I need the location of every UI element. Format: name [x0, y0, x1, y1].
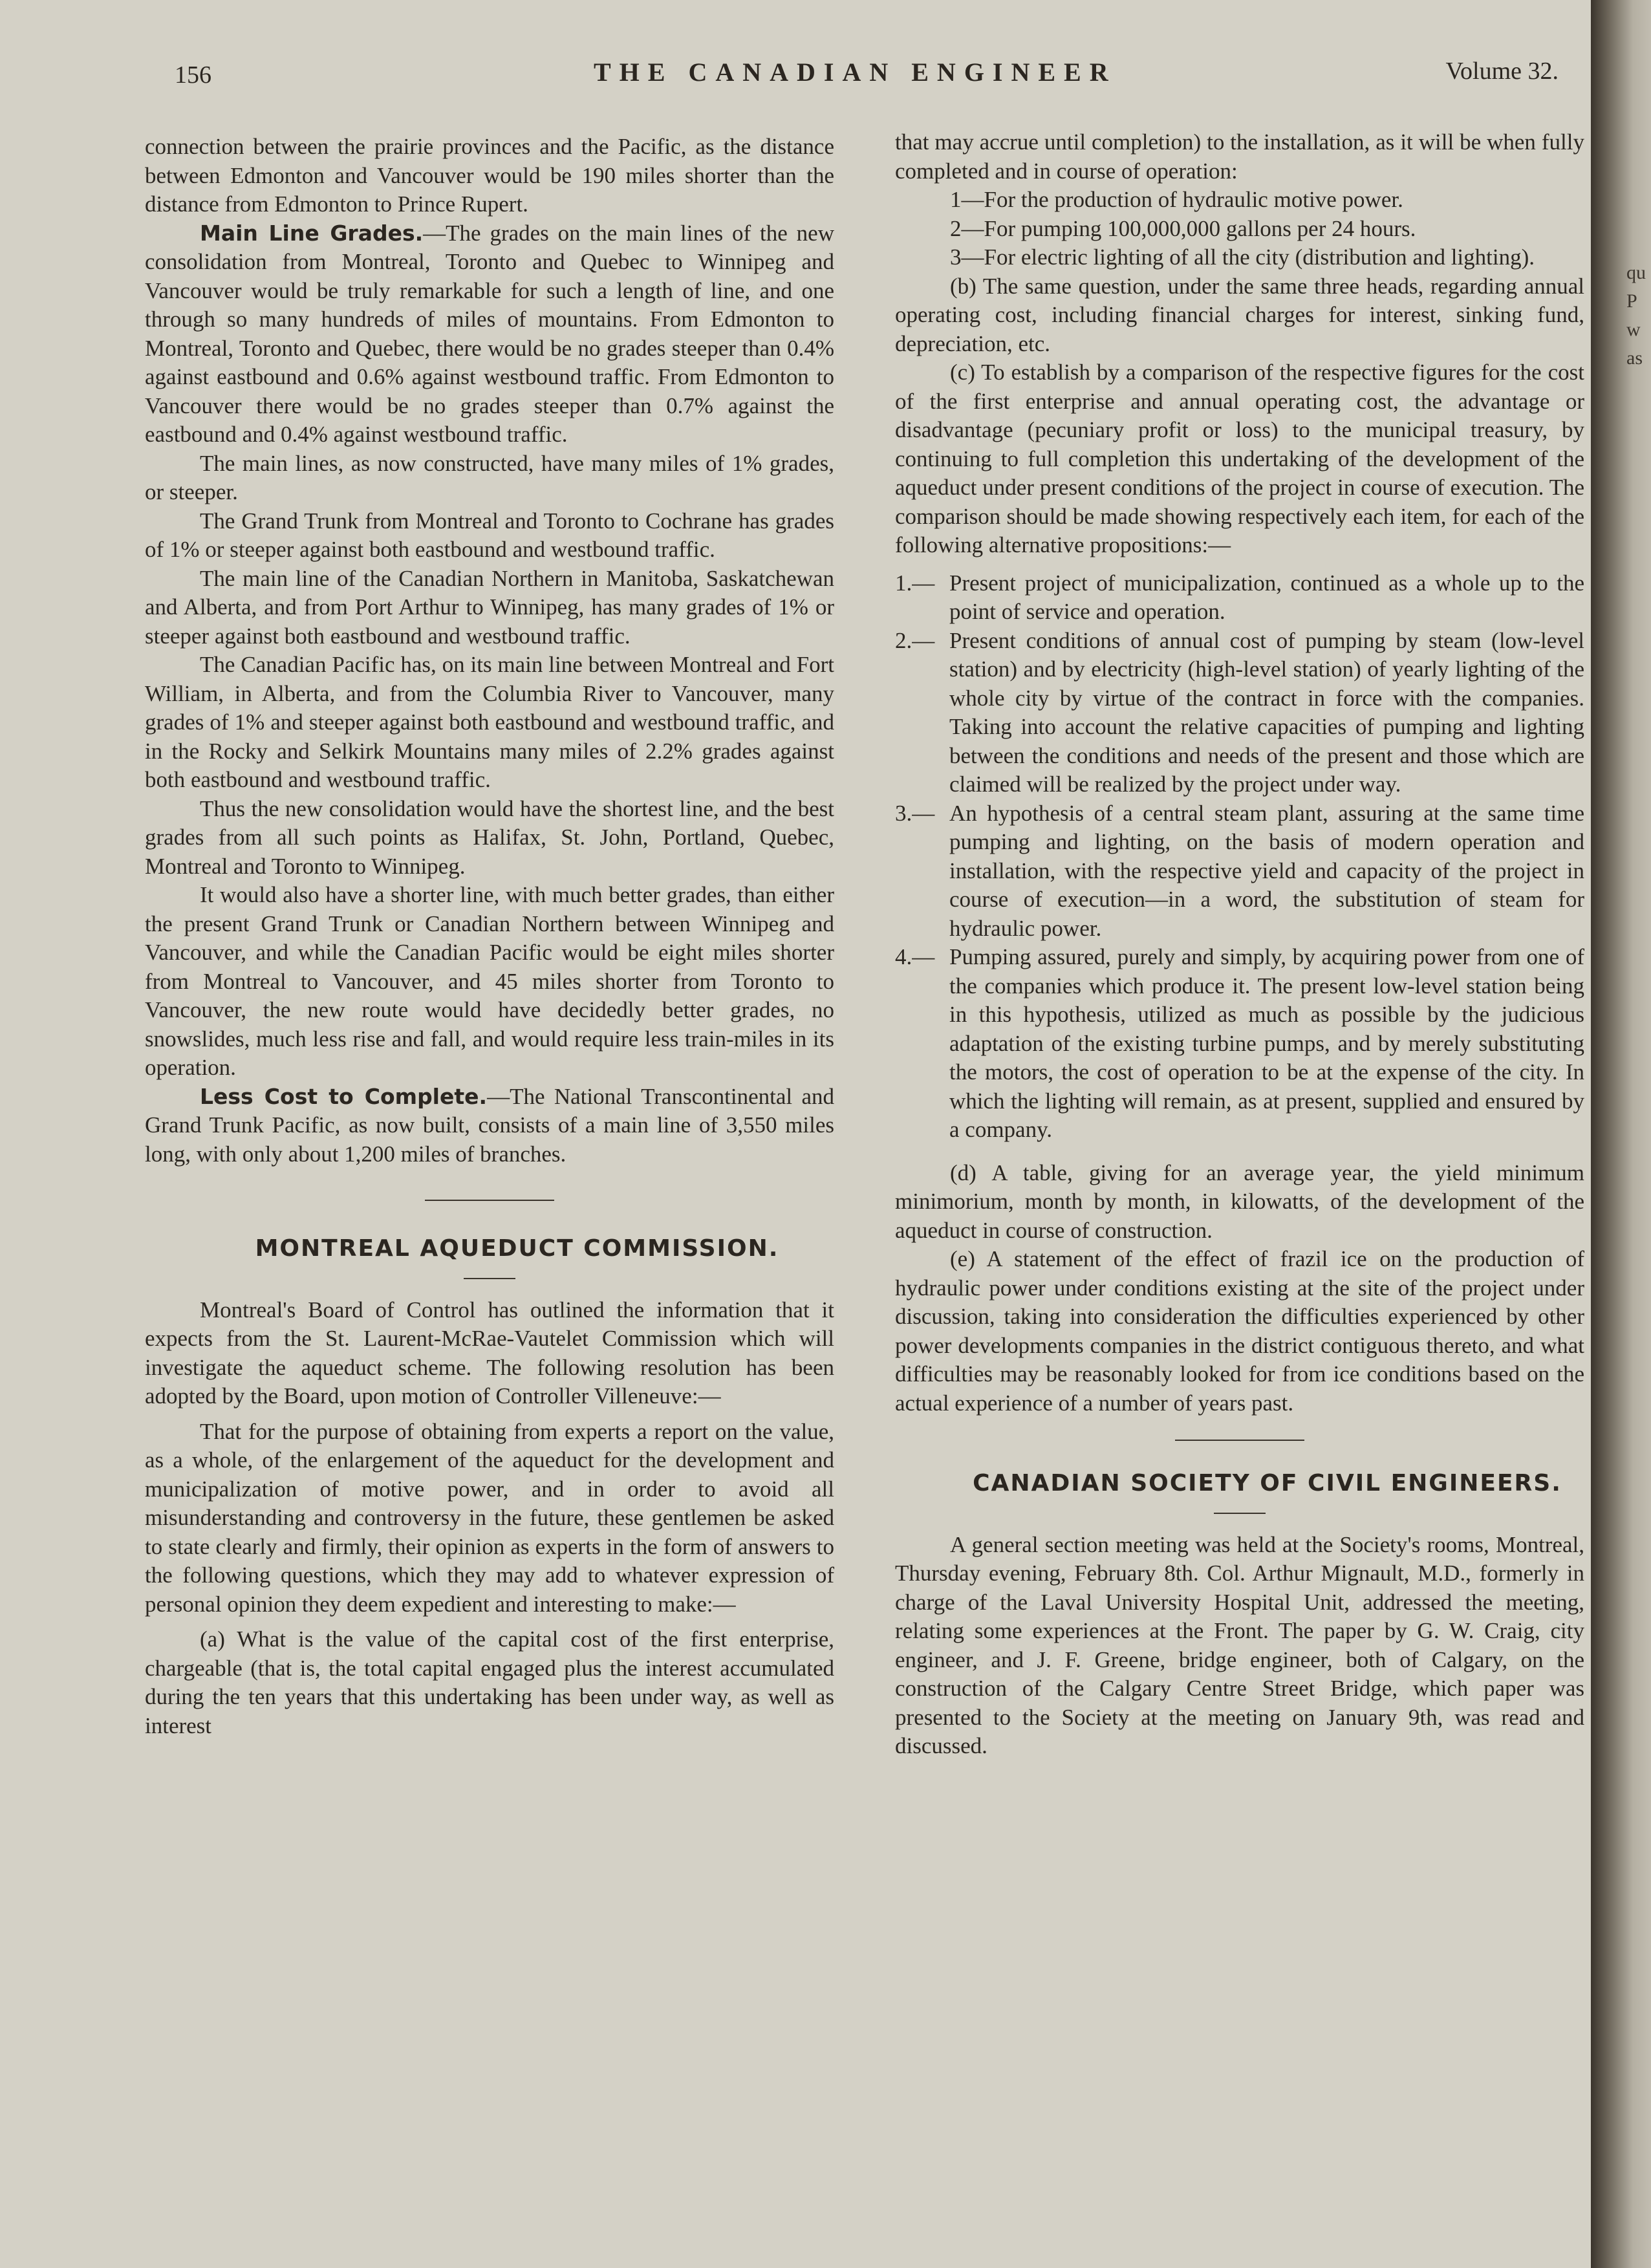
paragraph-board-of-control: Montreal's Board of Control has outlined the information that it expects from the St. Laurent-McRae-Vautelet Commission which will investigate the aqueduct scheme. The following resolution has been adopted by the Board, upon motion of Controller Villeneuve:— — [145, 1297, 834, 1409]
list-item — [895, 627, 1584, 799]
list-text: Present project of municipalization, continued as a whole up to the point of service and operation. — [949, 570, 1584, 624]
section-title-aqueduct: MONTREAL AQUEDUCT COMMISSION. — [255, 1235, 779, 1262]
list-item — [895, 943, 1584, 1145]
question-item-1: 1—For the production of hydraulic motive power. — [950, 187, 1403, 212]
paragraph-text: —The grades on the main lines of the new consolidation from Montreal, Toronto and Quebec to Winnipeg and Vancouver would be truly remarkable for such a length of line, and one through so many hundreds of miles of mountains. From Edmonton to Montreal, Toronto and Quebec, there would be no grades steeper than 0.4% against eastbound and 0.6% against westbound traffic. From Edmonton to Vancouver there would be no grades steeper than 0.7% against the eastbound and 0.4% against westbound traffic. — [145, 220, 834, 447]
paragraph-resolution: That for the purpose of obtaining from experts a report on the value, as a whole, of the enlargement of the aqueduct for the development and municipalization of motive power, and in order to avoid all misunderstanding and controversy in the future, these gentlemen be asked to state clearly and firmly, their opinion as experts in the form of answers to the following questions, which they may add to whatever expression of personal opinion they deem expedient and interesting to make:— — [145, 1418, 834, 1617]
fragment-line: qu — [1626, 262, 1646, 283]
fragment-line: P — [1626, 290, 1637, 312]
paragraph-canadian-northern: The main line of the Canadian Northern in Manitoba, Saskatchewan and Alberta, and from Port Arthur to Winnipeg, has many grades of 1% or steeper against both eastbound and westbound traffic. — [145, 565, 834, 649]
paragraph-continued: that may accrue until completion) to the installation, as it will be when fully completed and in course of operation: — [895, 129, 1584, 184]
paragraph-main-line-grades — [145, 219, 834, 449]
paragraph-question-e: (e) A statement of the effect of frazil ice on the production of hydraulic power under conditions existing at the site of the project under discussion, taking into consideration the difficulties experienced by other power developments companies in the district contiguous thereto, and what difficulties may be reasonably looked for from ice conditions based on the actual experience of a number of years past. — [895, 1246, 1584, 1416]
runin-heading-less-cost: Less Cost to Complete. — [200, 1083, 488, 1109]
paragraph-shorter-line: It would also have a shorter line, with much better grades, than either the present Grand Trunk or Canadian Northern between Winnipeg and Vancouver, and while the Canadian Pacific would be eight miles shorter from Montreal to Vancouver, and 45 miles shorter from Toronto to Vancouver, the new route would have decidedly better grades, no snowslides, much less rise and fall, and would require less train-miles in its operation. — [145, 882, 834, 1080]
running-header — [175, 57, 1584, 96]
fragment-line: w — [1626, 319, 1641, 340]
left-column — [145, 133, 834, 1740]
paragraph-thus: Thus the new consolidation would have the shortest line, and the best grades from all such points as Halifax, St. John, Portland, Quebec, Montreal and Toronto to Winnipeg. — [145, 795, 834, 879]
list-item — [895, 569, 1584, 627]
paragraph-question-d: (d) A table, giving for an average year, the yield minimum minimorium, month by month, in kilowatts, of the development of the aqueduct in course of construction. — [895, 1160, 1584, 1243]
paragraph-intro: connection between the prairie provinces and the Pacific, as the distance between Edmonton and Vancouver would be 190 miles shorter than the distance from Edmonton to Prince Rupert. — [145, 134, 834, 217]
propositions-list — [895, 569, 1584, 1145]
list-item — [895, 799, 1584, 944]
volume-label: Volume 32. — [1445, 58, 1559, 85]
question-item-2: 2—For pumping 100,000,000 gallons per 24 hours. — [950, 215, 1416, 241]
masthead: THE CANADIAN ENGINEER — [594, 58, 1117, 87]
list-number: 3.— — [895, 800, 935, 826]
list-number: 2.— — [895, 627, 935, 653]
runin-heading-main-line-grades: Main Line Grades. — [200, 220, 424, 246]
paragraph-grand-trunk: The Grand Trunk from Montreal and Toronto to Cochrane has grades of 1% or steeper against both eastbound and westbound traffic. — [145, 508, 834, 562]
fragment-line: as — [1626, 347, 1643, 369]
paragraph-less-cost — [145, 1083, 834, 1169]
paragraph-question-b: (b) The same question, under the same three heads, regarding annual operating cost, including financial charges for interest, sinking fund, depreciation, etc. — [895, 273, 1584, 356]
paragraph-question-a: (a) What is the value of the capital cost of the first enterprise, chargeable (that is, the total capital engaged plus the interest accumulated during the ten years that this undertaking has been under way, as well as interest — [145, 1626, 834, 1738]
adjacent-page-fragment — [1626, 259, 1646, 373]
list-text: Pumping assured, purely and simply, by acquiring power from one of the companies which produce it. The present low-level station being in this hypothesis, utilized as much as possible by the judicious adaptation of the existing turbine pumps, and by merely substituting the motors, the cost of operation to be at the expense of the city. In which the lighting will remain, as at present, supplied and ensured by a company. — [949, 944, 1584, 1142]
paragraph-text: —The National Transcontinental and Grand Trunk Pacific, as now built, consists of a main line of 3,550 miles long, with only about 1,200 miles of branches. — [145, 1083, 834, 1167]
right-column — [895, 128, 1584, 1761]
section-title-society: CANADIAN SOCIETY OF CIVIL ENGINEERS. — [973, 1470, 1562, 1496]
paragraph-main-lines: The main lines, as now constructed, have many miles of 1% grades, or steeper. — [145, 450, 834, 504]
paragraph-society-meeting: A general section meeting was held at the Society's rooms, Montreal, Thursday evening, February 8th. Col. Arthur Mignault, M.D., formerly in charge of the Laval University Hospital Unit, addressed the meeting, relating some experiences at the Front. The paper by G. W. Craig, city engineer, and J. F. Greene, bridge engineer, both of Calgary, on the construction of the Calgary Centre Street Bridge, which paper was presented to the Society at the meeting on January 9th, was read and discussed. — [895, 1531, 1584, 1758]
list-text: An hypothesis of a central steam plant, assuring at the same time pumping and lighting, on the basis of modern operation and installation, with the respective yield and capacity of the project in course of execution—in a word, the substitution of steam for hydraulic power. — [949, 800, 1584, 941]
list-number: 1.— — [895, 570, 935, 596]
list-text: Present conditions of annual cost of pumping by steam (low-level station) and by electricity (high-level station) of yearly lighting of the whole city by virtue of the contract in force with the companies. Taking into account the relative capacities of pumping and lighting between the conditions and needs of the present and those which are claimed will be realized by the project under way. — [949, 627, 1584, 797]
paragraph-question-c: (c) To establish by a comparison of the respective figures for the cost of the first enterprise and annual operating cost, the advantage or disadvantage (pecuniary profit or loss) to the municipal treasury, by continuing to full completion this undertaking of the development of the aqueduct under present conditions of the project in course of execution. The comparison should be made showing respectively each item, for each of the following alternative propositions:— — [895, 360, 1584, 557]
page-number: 156 — [175, 61, 211, 89]
list-number: 4.— — [895, 944, 935, 969]
question-item-3: 3—For electric lighting of all the city (distribution and lighting). — [950, 244, 1535, 270]
paragraph-canadian-pacific: The Canadian Pacific has, on its main line between Montreal and Fort William, in Alberta, and from the Columbia River to Vancouver, many grades of 1% and steeper against both eastbound and westbound traffic, and in the Rocky and Selkirk Mountains many miles of 2.2% grades against both eastbound and westbound traffic. — [145, 652, 834, 792]
